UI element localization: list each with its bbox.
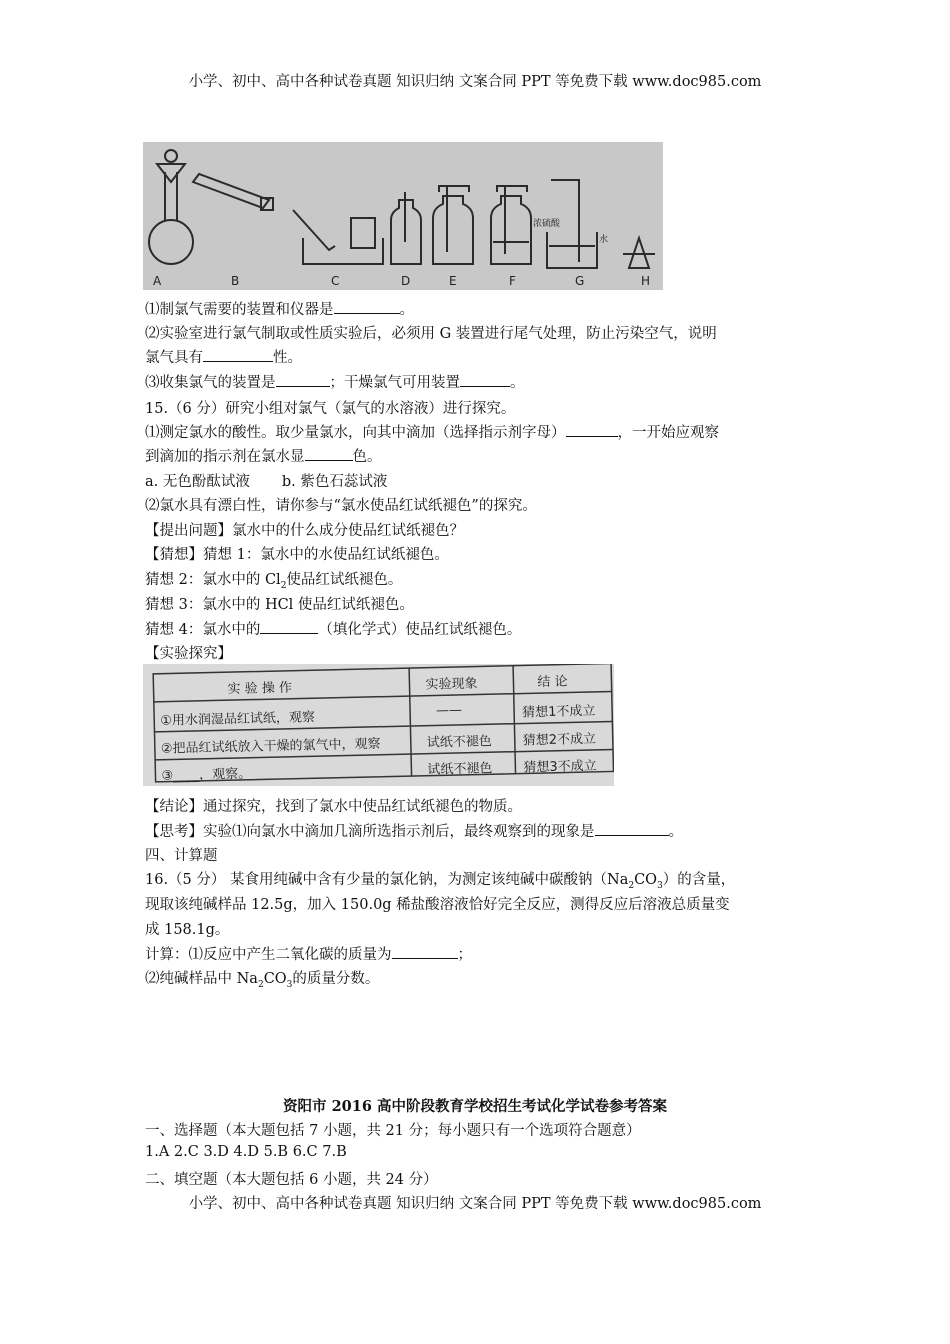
g-note: 水 [599,235,609,245]
subscript: 3 [657,880,663,891]
table-row2-operation: ②把品红试纸放入干燥的氯气中，观察 [160,736,381,757]
q15-explore: 【实验探究】 [145,646,232,662]
answer-blank [460,372,510,387]
q14-part2-cont [145,346,302,367]
section-4-heading: 四、计算题 [145,848,218,864]
q15-question: 【提出问题】氯水中的什么成分使品红试纸褪色？ [145,523,464,539]
calc2-end: 的质量分数。 [292,971,380,987]
q14-p2-text: 氯气具有 [145,350,203,366]
answer-blank [276,372,330,387]
option-b: b. 紫色石蕊试液 [281,474,388,490]
q14-p3-mid: ；干燥氯气可用装置 [329,375,460,391]
q15-p1c-text: 到滴加的指示剂在氯水显 [145,449,305,465]
q16-calc2 [145,967,379,990]
q15-guess3: 猜想 3：氯水中的 HCl 使品红试纸褪色。 [145,597,414,613]
table-row1-operation: ①用水润湿品红试纸，观察 [160,710,316,729]
table-row3-conclusion: 猜想3不成立 [523,758,597,776]
q14-p3-text: ⑶收集氯气的装置是 [145,375,276,391]
table-row1-conclusion: 猜想1不成立 [521,703,596,721]
q15-think [145,820,683,841]
q14-p1-end: 。 [399,302,414,318]
label-a: A [153,274,162,288]
answer-section-1: 一、选择题（本大题包括 7 小题，共 21 分；每小题只有一个选项符合题意） [145,1123,641,1139]
answer-blank [595,821,669,836]
q14-part1 [145,298,414,319]
page-header: 小学、初中、高中各种试卷真题 知识归纳 文案合同 PPT 等免费下载 www.doc985.com [188,74,762,90]
label-g: G [575,274,585,288]
page-footer: 小学、初中、高中各种试卷真题 知识归纳 文案合同 PPT 等免费下载 www.doc985.com [188,1196,762,1212]
subscript: 2 [257,979,264,990]
q15-p1-mid: ，一开始应观察 [617,425,719,441]
table-row3-phenomenon: 试纸不褪色 [427,761,493,778]
q16-line3: 成 158.1g。 [145,922,230,938]
answer-keys: 1.A 2.C 3.D 4.D 5.B 6.C 7.B [145,1144,347,1160]
experiment-table [143,664,614,786]
label-d: D [401,274,411,288]
table-header-phenomenon: 实验现象 [425,676,478,693]
guess4-end: （填化学式）使品红试纸褪色。 [318,622,522,638]
q16-line2: 现取该纯碱样品 12.5g，加入 150.0g 稀盐酸溶液恰好完全反应，测得反应后溶液总质量变 [145,897,730,913]
table-row1-phenomenon: —— [435,702,463,719]
option-a: a. 无色酚酞试液 [145,474,250,490]
q15-guess2 [145,568,402,591]
q14-part2: ⑵实验室进行氯气制取或性质实验后，必须用 G 装置进行尾气处理，防止污染空气，说明 [145,326,717,342]
label-b: B [231,274,240,288]
label-c: C [331,274,340,288]
guess4-text: 猜想 4：氯水中的 [145,622,261,638]
q15-guess1: 【猜想】猜想 1：氯水中的水使品红试纸褪色。 [145,547,449,563]
q15-conclusion: 【结论】通过探究，找到了氯水中使品红试纸褪色的物质。 [145,799,522,815]
answer-blank [260,619,318,634]
calc2-co: CO [263,971,287,987]
subscript: 2 [280,580,287,591]
answer-blank [334,299,400,314]
q14-p2-end: 性。 [273,350,302,366]
apparatus-figure [143,142,663,290]
think-end: 。 [668,824,683,840]
q16-l1-text: 16.（5 分） 某食用纯碱中含有少量的氯化钠，为测定该纯碱中碳酸钠（Na [145,872,629,888]
table-header-conclusion: 结 论 [537,674,568,691]
q16-calc1 [145,943,472,964]
q15-part1-cont [145,445,382,466]
q16-l1-co: CO [634,872,658,888]
label-h: H [641,274,651,288]
apparatus-drawing [143,142,663,290]
q14-p3-end: 。 [510,375,525,391]
q14-part3 [145,371,525,392]
q15-guess4 [145,618,521,639]
q16-l1-end: ）的含量， [662,872,736,888]
q14-p1-text: ⑴制氯气需要的装置和仪器是 [145,302,334,318]
subscript: 3 [286,979,293,990]
guess2-end: 使品红试纸褪色。 [286,572,403,588]
calc2-text: ⑵纯碱样品中 Na [145,971,258,987]
table-row3-operation: ③____，观察。 [161,766,252,784]
label-e: E [449,274,457,288]
guess2-text: 猜想 2：氯水中的 Cl [145,572,281,588]
answer-blank [203,347,273,362]
answer-title: 资阳市 2016 高中阶段教育学校招生考试化学试卷参考答案 [283,1098,667,1115]
q15-options [145,470,387,491]
calc1-end: ； [457,947,472,963]
q16-line1 [145,868,735,891]
answer-section-2: 二、填空题（本大题包括 6 小题，共 24 分） [145,1172,438,1188]
q15-p1-end: 色。 [352,449,382,465]
q15-intro: 15.（6 分）研究小组对氯气（氯气的水溶液）进行探究。 [145,401,516,417]
answer-blank [305,446,353,461]
q15-part1 [145,421,719,442]
table-row2-phenomenon: 试纸不褪色 [426,734,492,751]
think-text: 【思考】实验⑴向氯水中滴加几滴所选指示剂后，最终观察到的现象是 [145,824,595,840]
subscript: 2 [628,880,635,891]
answer-blank [566,422,618,437]
answer-blank [392,944,458,959]
calc1-text: 计算：⑴反应中产生二氧化碳的质量为 [145,947,392,963]
table-header-operation: 实 验 操 作 [227,680,293,698]
label-f: F [509,274,516,288]
table-row2-conclusion: 猜想2不成立 [522,731,597,749]
q15-p1-text: ⑴测定氯水的酸性。取少量氯水，向其中滴加（选择指示剂字母） [145,425,566,441]
f-note: 浓硫酸 [533,219,561,229]
q15-part2: ⑵氯水具有漂白性，请你参与“氯水使品红试纸褪色”的探究。 [145,498,537,514]
